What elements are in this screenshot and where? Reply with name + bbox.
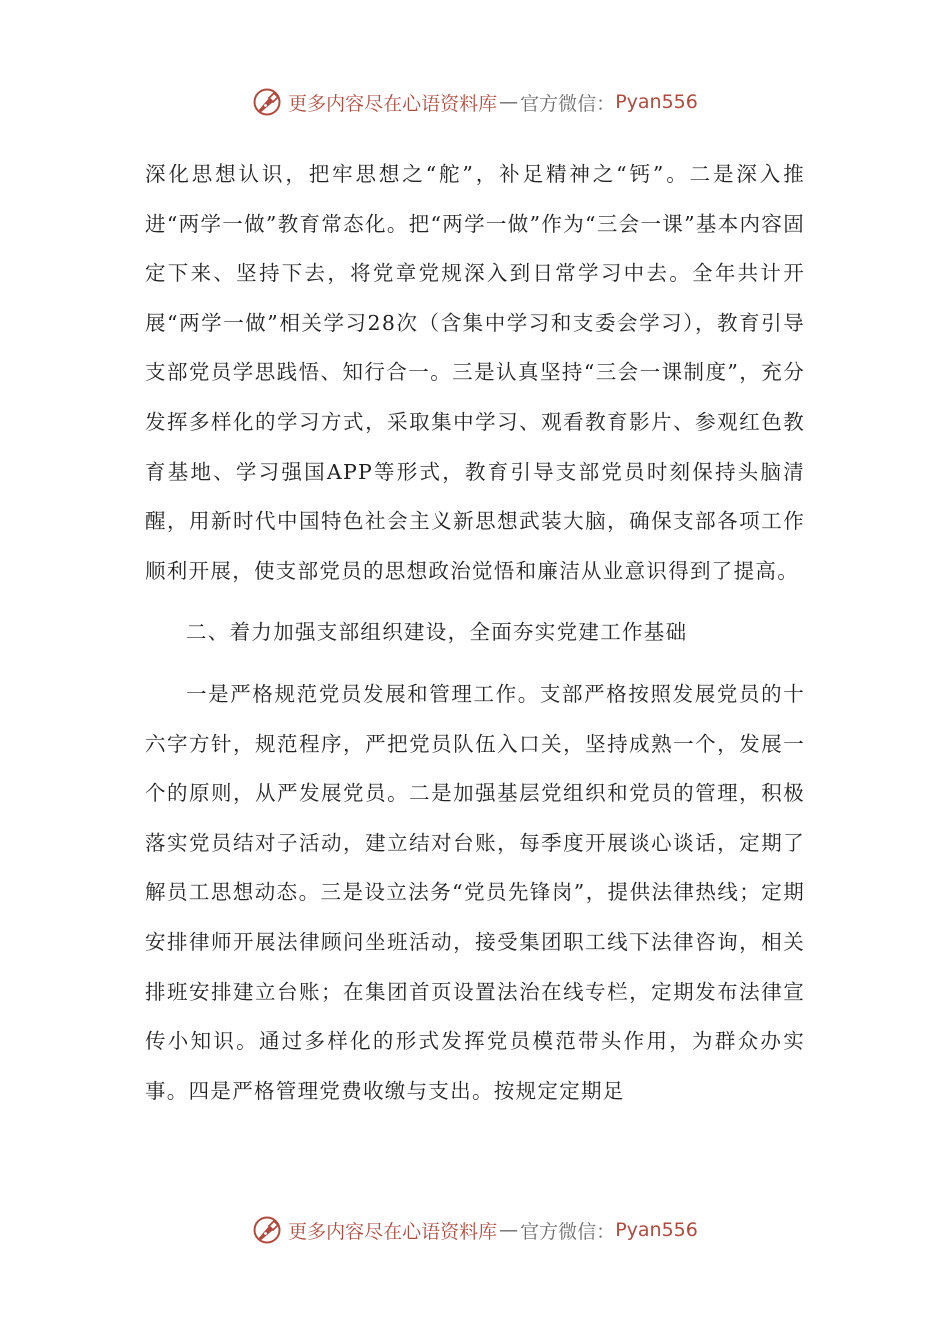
paragraph-continued: 深化思想认识，把牢思想之“舵”，补足精神之“钙”。二是深入推进“两学一做”教育常态化。把“两学一做”作为“三会一课”基本内容固定下来、坚持下去，将党章党规深入到日常学习中去。全年共计开展“两学一做”相关学习28次（含集中学习和支委会学习），教育引导支部党员学思践悟、知行合一。三是认真坚持“三会一课制度”，充分发挥多样化的学习方式，采取集中学习、观看教育影片、参观红色教育基地、学习强国APP等形式，教育引导支部党员时刻保持头脑清醒，用新时代中国特色社会主义新思想武装大脑，确保支部各项工作顺利开展，使支部党员的思想政治觉悟和廉洁从业意识得到了提高。: [145, 162, 805, 583]
header-banner: [0, 82, 950, 122]
pen-nib-logo-icon: [252, 1215, 282, 1245]
banner-separator: —: [499, 91, 519, 113]
banner-wechat-id: Pyan556: [615, 91, 698, 113]
banner-separator: —: [499, 1219, 519, 1241]
banner-wechat-id: Pyan556: [615, 1219, 698, 1241]
banner-wechat-label: 官方微信：: [520, 1220, 616, 1243]
document-body: [145, 150, 805, 1116]
banner-site-text: 更多内容尽在心语资料库: [288, 1220, 498, 1243]
section-heading-2: 二、着力加强支部组织建设，全面夯实党建工作基础: [186, 620, 688, 645]
pen-nib-logo-icon: [252, 87, 282, 117]
banner-site-text: 更多内容尽在心语资料库: [288, 92, 498, 115]
footer-banner: [0, 1210, 950, 1250]
paragraph-section-2: 一是严格规范党员发展和管理工作。支部严格按照发展党员的十六字方针，规范程序，严把党员队伍入口关，坚持成熟一个，发展一个的原则，从严发展党员。二是加强基层党组织和党员的管理，积极落实党员结对子活动，建立结对台账，每季度开展谈心谈话，定期了解员工思想动态。三是设立法务“党员先锋岗”，提供法律热线；定期安排律师开展法律顾问坐班活动，接受集团职工线下法律咨询，相关排班安排建立台账；在集团首页设置法治在线专栏，定期发布法律宣传小知识。通过多样化的形式发挥党员模范带头作用，为群众办实事。四是严格管理党费收缴与支出。按规定定期足: [145, 681, 805, 1103]
banner-wechat-label: 官方微信：: [520, 92, 616, 115]
